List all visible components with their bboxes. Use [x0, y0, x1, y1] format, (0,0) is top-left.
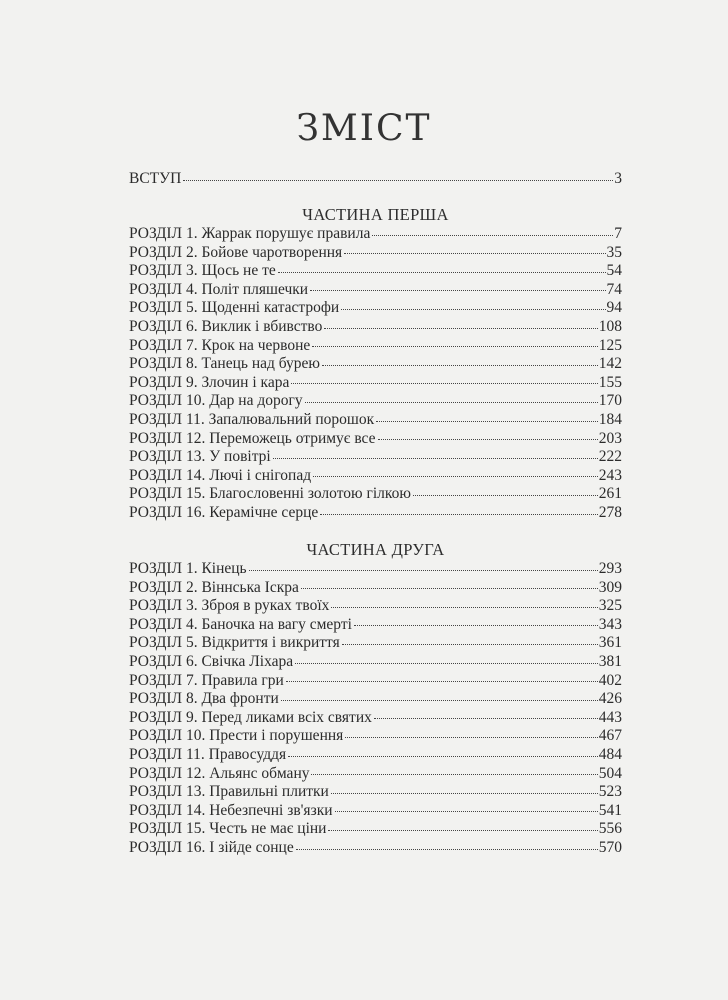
- toc-entry: [129, 244, 622, 263]
- toc-entry-page: 343: [598, 615, 622, 633]
- dot-leader: [344, 253, 605, 254]
- toc-entry: [129, 374, 622, 393]
- toc-entry-label: РОЗДІЛ 11. Правосуддя: [129, 745, 287, 763]
- toc-entry-intro: [129, 170, 622, 189]
- dot-leader: [331, 607, 597, 608]
- page-title: ЗМІСТ: [296, 108, 432, 149]
- dot-leader: [372, 235, 613, 236]
- dot-leader: [312, 346, 597, 347]
- toc-entry-page: 125: [598, 336, 622, 354]
- toc-entry-label: РОЗДІЛ 10. Прести і порушення: [129, 727, 344, 745]
- dot-leader: [320, 514, 597, 515]
- dot-leader: [345, 737, 597, 738]
- toc-entry: [129, 746, 622, 765]
- toc-entry-label: РОЗДІЛ 8. Танець над бурею: [129, 355, 321, 373]
- toc-entry-page: 94: [606, 299, 622, 317]
- toc-entry-page: 484: [598, 745, 622, 763]
- toc-entry: [129, 262, 622, 281]
- toc-entry: [129, 392, 622, 411]
- part-heading: ЧАСТИНА ПЕРША: [302, 205, 449, 224]
- toc-intro: [129, 170, 622, 189]
- toc-entry: [129, 839, 622, 858]
- toc-entry-label: РОЗДІЛ 5. Щоденні катастрофи: [129, 299, 340, 317]
- toc-entry-page: 504: [598, 764, 622, 782]
- part-heading: ЧАСТИНА ДРУГА: [306, 540, 445, 559]
- dot-leader: [291, 383, 597, 384]
- dot-leader: [374, 718, 598, 719]
- toc-entry: [129, 597, 622, 616]
- toc-entry: [129, 504, 622, 523]
- toc-entry-label: РОЗДІЛ 6. Свічка Ліхара: [129, 652, 294, 670]
- dot-leader: [295, 663, 598, 664]
- toc-entry-page: 74: [606, 280, 622, 298]
- toc-entry-page: 443: [598, 708, 622, 726]
- toc-entry: [129, 467, 622, 486]
- toc-entry-page: 54: [606, 262, 622, 280]
- toc-entry-label: РОЗДІЛ 11. Запалювальний порошок: [129, 410, 375, 428]
- toc-entry: [129, 355, 622, 374]
- toc-entry-label: РОЗДІЛ 1. Жаррак порушує правила: [129, 225, 371, 242]
- toc-entry-label: РОЗДІЛ 5. Відкриття і викриття: [129, 634, 340, 652]
- toc-entry-label: РОЗДІЛ 9. Перед ликами всіх святих: [129, 708, 372, 726]
- toc-part-1: [129, 205, 622, 523]
- toc-entry-label: РОЗДІЛ 16. І зійде сонце: [129, 838, 294, 856]
- toc-entry: [129, 783, 622, 802]
- toc-entry-label: РОЗДІЛ 14. Лючі і снігопад: [129, 466, 312, 484]
- dot-leader: [342, 644, 598, 645]
- toc-entry-label: РОЗДІЛ 4. Баночка на вагу смерті: [129, 615, 352, 633]
- toc-entry-page: 325: [598, 597, 622, 615]
- toc-entry-label: РОЗДІЛ 13. Правильні плитки: [129, 783, 329, 801]
- toc-entry-label: РОЗДІЛ 7. Правила гри: [129, 671, 284, 689]
- toc-entry: [129, 709, 622, 728]
- toc-entry-page: 309: [598, 578, 622, 596]
- toc-entry: [129, 281, 622, 300]
- dot-leader: [301, 588, 598, 589]
- toc-entry: [129, 653, 622, 672]
- dot-leader: [328, 830, 597, 831]
- toc-entry-page: 155: [598, 373, 622, 391]
- toc-entry: [129, 820, 622, 839]
- toc-entry-page: 7: [614, 225, 622, 242]
- toc-entry-label: ВСТУП: [129, 170, 182, 187]
- toc-entry-page: 556: [598, 820, 622, 838]
- toc-entry-page: 570: [598, 838, 622, 856]
- toc-entries: [129, 560, 622, 858]
- toc-entry-page: 467: [598, 727, 622, 745]
- dot-leader: [413, 495, 598, 496]
- toc-entry-page: 426: [598, 690, 622, 708]
- dot-leader: [324, 328, 597, 329]
- toc-entry-page: 108: [598, 317, 622, 335]
- toc-entry-label: РОЗДІЛ 3. Щось не те: [129, 262, 276, 280]
- toc-entry: [129, 225, 622, 244]
- toc-entry-page: 261: [598, 485, 622, 503]
- toc-entry-label: РОЗДІЛ 10. Дар на дорогу: [129, 392, 303, 410]
- toc-entry: [129, 802, 622, 821]
- toc-part-2: [129, 540, 622, 858]
- toc-entry-page: 142: [598, 355, 622, 373]
- toc-entry-label: РОЗДІЛ 16. Керамічне серце: [129, 503, 319, 521]
- toc-entry: [129, 448, 622, 467]
- toc-entry: [129, 485, 622, 504]
- toc-entry-label: РОЗДІЛ 9. Злочин і кара: [129, 373, 290, 391]
- toc-entries: [129, 225, 622, 523]
- dot-leader: [322, 365, 598, 366]
- toc-entry-page: 184: [598, 410, 622, 428]
- toc-entry: [129, 411, 622, 430]
- toc-entry-page: 243: [598, 466, 622, 484]
- dot-leader: [378, 439, 598, 440]
- dot-leader: [288, 756, 598, 757]
- dot-leader: [249, 570, 598, 571]
- toc-entry-label: РОЗДІЛ 4. Політ пляшечки: [129, 280, 309, 298]
- toc-entry-page: 541: [598, 801, 622, 819]
- dot-leader: [273, 458, 598, 459]
- toc-entry: [129, 765, 622, 784]
- toc-entry-label: РОЗДІЛ 2. Бойове чаротворення: [129, 243, 343, 261]
- toc-entry-label: РОЗДІЛ 7. Крок на червоне: [129, 336, 311, 354]
- dot-leader: [296, 849, 598, 850]
- dot-leader: [183, 180, 613, 181]
- toc-entry: [129, 616, 622, 635]
- toc-entry: [129, 727, 622, 746]
- toc-entry-page: 361: [598, 634, 622, 652]
- toc-entry: [129, 560, 622, 579]
- dot-leader: [376, 421, 598, 422]
- dot-leader: [281, 700, 598, 701]
- toc-entry-page: 222: [598, 448, 622, 466]
- dot-leader: [313, 476, 598, 477]
- dot-leader: [305, 402, 598, 403]
- dot-leader: [311, 774, 597, 775]
- toc-entry: [129, 579, 622, 598]
- toc-entry-page: 3: [614, 170, 622, 187]
- toc-entry-label: РОЗДІЛ 15. Благословенні золотою гілкою: [129, 485, 411, 503]
- toc-entry-page: 381: [598, 652, 622, 670]
- toc-entry: [129, 318, 622, 337]
- toc-entry-page: 170: [598, 392, 622, 410]
- toc-entry-label: РОЗДІЛ 6. Виклик і вбивство: [129, 317, 323, 335]
- dot-leader: [354, 625, 598, 626]
- toc-entry-page: 278: [598, 503, 622, 521]
- toc-entry-page: 402: [598, 671, 622, 689]
- toc-entry-label: РОЗДІЛ 8. Два фронти: [129, 690, 279, 708]
- dot-leader: [286, 681, 598, 682]
- toc-entry-label: РОЗДІЛ 12. Переможець отримує все: [129, 429, 376, 447]
- dot-leader: [335, 811, 598, 812]
- dot-leader: [341, 309, 605, 310]
- dot-leader: [310, 290, 605, 291]
- toc-entry-page: 203: [598, 429, 622, 447]
- dot-leader: [278, 272, 606, 273]
- toc-entry-label: РОЗДІЛ 1. Кінець: [129, 560, 247, 577]
- toc-entry-page: 35: [606, 243, 622, 261]
- toc-entry-label: РОЗДІЛ 15. Честь не має ціни: [129, 820, 327, 838]
- toc-entry-page: 293: [598, 560, 622, 577]
- toc-entry: [129, 672, 622, 691]
- toc-entry-label: РОЗДІЛ 2. Віннська Іскра: [129, 578, 299, 596]
- toc-entry-label: РОЗДІЛ 13. У повітрі: [129, 448, 271, 466]
- toc-entry-label: РОЗДІЛ 3. Зброя в руках твоїх: [129, 597, 330, 615]
- toc-entry: [129, 634, 622, 653]
- toc-entry-label: РОЗДІЛ 12. Альянс обману: [129, 764, 310, 782]
- toc-entry-label: РОЗДІЛ 14. Небезпечні зв'язки: [129, 801, 333, 819]
- toc-entry: [129, 299, 622, 318]
- toc-entry: [129, 430, 622, 449]
- toc-entry: [129, 337, 622, 356]
- toc-entry: [129, 690, 622, 709]
- toc-entry-page: 523: [598, 783, 622, 801]
- dot-leader: [331, 793, 598, 794]
